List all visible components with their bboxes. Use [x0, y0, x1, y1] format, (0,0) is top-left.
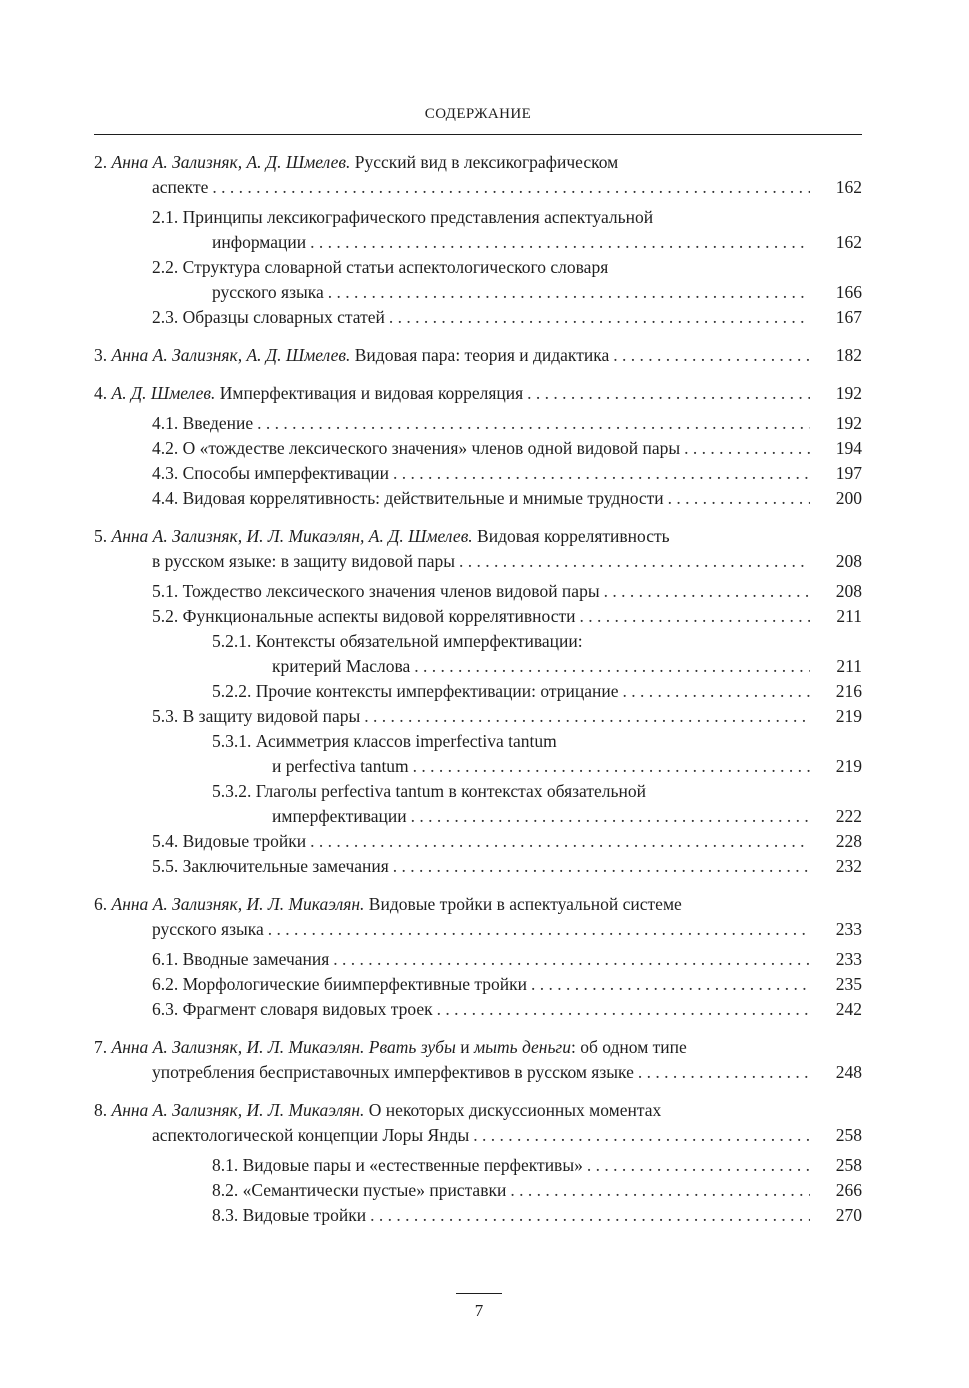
- toc-entry-authors: Анна А. Зализняк, И. Л. Микаэлян.: [111, 1037, 365, 1057]
- page-ref: 200: [835, 488, 862, 508]
- leader-dots: [389, 305, 810, 330]
- toc-entry[interactable]: аспекте . . . 162: [94, 175, 862, 200]
- toc-subentry[interactable]: 5.3. В защиту видовой пары . . . 219: [94, 704, 862, 729]
- leader-dots: [437, 997, 810, 1022]
- toc-entry-authors: Анна А. Зализняк, И. Л. Микаэлян.: [111, 894, 365, 914]
- page-ref: 242: [835, 999, 862, 1019]
- toc-entry[interactable]: 4. А. Д. Шмелев. Имперфективация и видовая корреляция . . . 192: [94, 381, 862, 406]
- page-ref: 266: [835, 1180, 862, 1200]
- toc-subentry[interactable]: 6.1. Вводные замечания . . . 233: [94, 947, 862, 972]
- leader-dots: [587, 1153, 810, 1178]
- toc-subsubentry: 5.3.1. Асимметрия классов imperfectiva tantum: [212, 731, 557, 751]
- page-ref: 232: [835, 856, 862, 876]
- leader-dots: [393, 461, 810, 486]
- toc-subentry[interactable]: 8.1. Видовые пары и «естественные перфективы» . . . 258: [94, 1153, 862, 1178]
- leader-dots: [604, 579, 810, 604]
- toc-subentry[interactable]: 4.2. О «тождестве лексического значения» членов одной видовой пары . . . 194: [94, 436, 862, 461]
- toc-subentry[interactable]: 4.4. Видовая коррелятивность: действительные и мнимые трудности . . . 200: [94, 486, 862, 511]
- toc-section-2: [94, 150, 862, 330]
- toc-subsubentry[interactable]: имперфективации . . . 222: [94, 804, 862, 829]
- leader-dots: [411, 804, 810, 829]
- toc-entry-text: Русский вид в лексикографическом: [354, 152, 619, 172]
- toc-subentry[interactable]: 6.2. Морфологические биимперфективные тройки . . . 235: [94, 972, 862, 997]
- page-ref: 216: [835, 681, 862, 701]
- leader-dots: [473, 1123, 810, 1148]
- page-ref: 162: [835, 177, 862, 197]
- toc-entry[interactable]: русского языка . . . 233: [94, 917, 862, 942]
- toc-subentry[interactable]: 8.2. «Семантически пустые» приставки . . . 266: [94, 1178, 862, 1203]
- toc-entry-authors: А. Д. Шмелев.: [111, 383, 216, 403]
- page-ref: 248: [835, 1062, 862, 1082]
- page-ref: 182: [835, 345, 862, 365]
- leader-dots: [531, 972, 810, 997]
- page-ref: 222: [835, 806, 862, 826]
- toc-subentry[interactable]: 8.3. Видовые тройки . . . 270: [94, 1203, 862, 1228]
- page-ref: 197: [835, 463, 862, 483]
- toc-entry[interactable]: аспектологической концепции Лоры Янды . . . 258: [94, 1123, 862, 1148]
- page-number: 7: [474, 1301, 484, 1320]
- page-ref: 258: [835, 1125, 862, 1145]
- leader-dots: [613, 343, 810, 368]
- toc-subentry: 2.1. Принципы лексикографического представления аспектуальной: [152, 207, 654, 227]
- leader-dots: [310, 829, 810, 854]
- page-ref: 258: [835, 1155, 862, 1175]
- page-ref: 211: [836, 656, 862, 676]
- leader-dots: [579, 604, 810, 629]
- leader-dots: [527, 381, 810, 406]
- page-ref: 233: [835, 949, 862, 969]
- toc-subentry[interactable]: 5.1. Тождество лексического значения членов видовой пары . . . 208: [94, 579, 862, 604]
- toc-subentry[interactable]: 5.2. Функциональные аспекты видовой коррелятивности . . . 211: [94, 604, 862, 629]
- page-ref: 219: [835, 756, 862, 776]
- toc-entry-authors: Анна А. Зализняк, А. Д. Шмелев.: [111, 152, 351, 172]
- toc-subsubentry: 5.2.1. Контексты обязательной имперфективации:: [212, 631, 583, 651]
- running-header: СОДЕРЖАНИЕ: [424, 106, 532, 122]
- page-ref: 233: [835, 919, 862, 939]
- leader-dots: [333, 947, 810, 972]
- toc-subentry[interactable]: 2.3. Образцы словарных статей . . . 167: [94, 305, 862, 330]
- toc-entry-title: 8. Анна А. Зализняк, И. Л. Микаэлян. О некоторых дискуссионных моментах: [94, 1100, 662, 1120]
- toc-section-6: [94, 892, 862, 1022]
- toc-section-7: [94, 1035, 862, 1085]
- header-rule: [94, 134, 862, 135]
- toc-subsubentry[interactable]: и perfectiva tantum . . . 219: [94, 754, 862, 779]
- toc-entry-title: 5. Анна А. Зализняк, И. Л. Микаэлян, А. Д. Шмелев. Видовая коррелятивность: [94, 526, 670, 546]
- toc-entry[interactable]: употребления бесприставочных имперфективов в русском языке . . . 248: [94, 1060, 862, 1085]
- toc-section-4: [94, 381, 862, 511]
- page-ref: 219: [835, 706, 862, 726]
- page-ref: 270: [835, 1205, 862, 1225]
- toc-entry-authors: Анна А. Зализняк, И. Л. Микаэлян.: [111, 1100, 365, 1120]
- leader-dots: [393, 854, 810, 879]
- leader-dots: [364, 704, 810, 729]
- toc-entry-authors: Анна А. Зализняк, А. Д. Шмелев.: [111, 345, 351, 365]
- toc-entry-authors: Анна А. Зализняк, И. Л. Микаэлян, А. Д. Шмелев.: [111, 526, 473, 546]
- page-ref: 208: [835, 551, 862, 571]
- toc-subentry[interactable]: 4.3. Способы имперфективации . . . 197: [94, 461, 862, 486]
- leader-dots: [212, 175, 810, 200]
- toc-subentry[interactable]: русского языка . . . 166: [94, 280, 862, 305]
- page-ref: 211: [836, 606, 862, 626]
- leader-dots: [268, 917, 810, 942]
- toc-subentry[interactable]: 4.1. Введение . . . 192: [94, 411, 862, 436]
- toc-subentry[interactable]: 5.4. Видовые тройки . . . 228: [94, 829, 862, 854]
- toc-section-5: [94, 524, 862, 879]
- page-ref: 208: [835, 581, 862, 601]
- page-ref: 167: [835, 307, 862, 327]
- footer-rule: [456, 1293, 502, 1294]
- page-ref: 235: [835, 974, 862, 994]
- toc-section-3: [94, 343, 862, 368]
- leader-dots: [638, 1060, 810, 1085]
- leader-dots: [459, 549, 810, 574]
- toc-entry-title: 6. Анна А. Зализняк, И. Л. Микаэлян. Видовые тройки в аспектуальной системе: [94, 894, 682, 914]
- toc-section-8: [94, 1098, 862, 1228]
- toc-subsubentry[interactable]: критерий Маслова . . . 211: [94, 654, 862, 679]
- table-of-contents: [94, 150, 862, 1241]
- leader-dots: [510, 1178, 810, 1203]
- page-ref: 162: [835, 232, 862, 252]
- page-ref: 192: [835, 383, 862, 403]
- leader-dots: [684, 436, 810, 461]
- toc-subentry: 2.2. Структура словарной статьи аспектологического словаря: [152, 257, 609, 277]
- leader-dots: [310, 230, 810, 255]
- leader-dots: [622, 679, 810, 704]
- toc-entry-title: 2. Анна А. Зализняк, А. Д. Шмелев. Русский вид в лексикографическом: [94, 152, 619, 172]
- toc-entry[interactable]: в русском языке: в защиту видовой пары . . . 208: [94, 549, 862, 574]
- toc-entry[interactable]: 3. Анна А. Зализняк, А. Д. Шмелев. Видовая пара: теория и дидактика . . . 182: [94, 343, 862, 368]
- leader-dots: [328, 280, 810, 305]
- leader-dots: [414, 654, 810, 679]
- toc-entry-title: 7. Анна А. Зализняк, И. Л. Микаэлян. Рвать зубы и мыть деньги: об одном типе: [94, 1037, 687, 1057]
- toc-subentry[interactable]: 5.5. Заключительные замечания . . . 232: [94, 854, 862, 879]
- leader-dots: [370, 1203, 810, 1228]
- toc-subentry[interactable]: информации . . . 162: [94, 230, 862, 255]
- page-ref: 192: [835, 413, 862, 433]
- leader-dots: [257, 411, 810, 436]
- page-ref: 166: [835, 282, 862, 302]
- page-ref: 194: [835, 438, 862, 458]
- page-ref: 228: [835, 831, 862, 851]
- toc-subentry[interactable]: 6.3. Фрагмент словаря видовых троек . . . 242: [94, 997, 862, 1022]
- toc-subsubentry: 5.3.2. Глаголы perfectiva tantum в контекстах обязательной: [212, 781, 646, 801]
- leader-dots: [413, 754, 810, 779]
- toc-subsubentry[interactable]: 5.2.2. Прочие контексты имперфективации: отрицание . . . 216: [94, 679, 862, 704]
- leader-dots: [668, 486, 810, 511]
